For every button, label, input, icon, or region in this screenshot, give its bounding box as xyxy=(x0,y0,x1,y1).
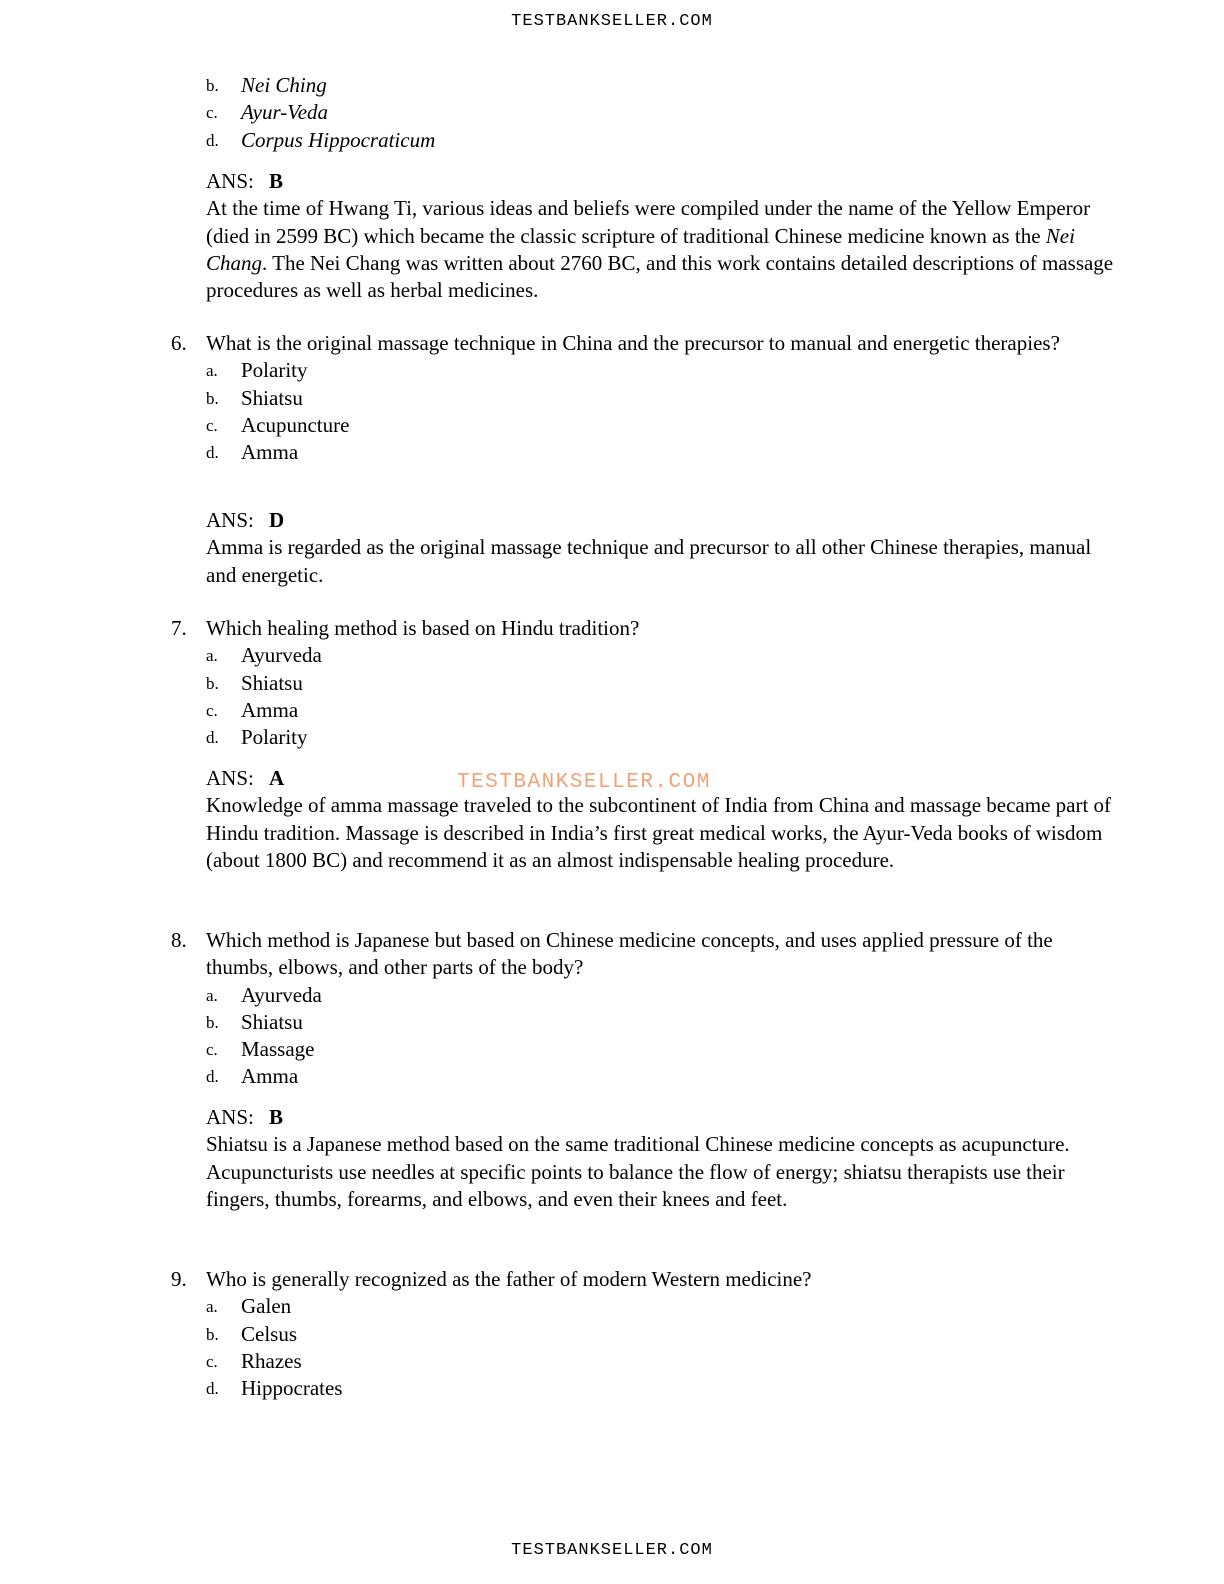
rationale-text: . The Nei Chang was written about 2760 BC, and this work contains detailed descriptions of massage procedures as well as herbal medicines. xyxy=(206,250,1114,303)
option-letter: b. xyxy=(206,673,219,693)
question-stem: Who is generally recognized as the father of modern Western medicine? xyxy=(206,1267,812,1291)
option-letter: c. xyxy=(206,415,218,435)
option-b xyxy=(0,670,1224,697)
option-text: Hippocrates xyxy=(241,1376,343,1401)
option-text: Galen xyxy=(241,1294,292,1319)
question-number: 9. xyxy=(171,1267,187,1291)
option-b xyxy=(0,72,1224,99)
question-stem: Which healing method is based on Hindu tradition? xyxy=(206,616,640,640)
question-stem: Which method is Japanese but based on Chinese medicine concepts, and uses applied pressure of the thumbs, elbows, and other parts of the body? xyxy=(206,928,1053,980)
option-b xyxy=(0,385,1224,412)
question-8 xyxy=(0,927,1224,1091)
answer-label: ANS: xyxy=(206,508,254,532)
option-c xyxy=(0,412,1224,439)
option-text: Ayurveda xyxy=(241,982,322,1007)
question-stem: What is the original massage technique in China and the precursor to manual and energetic therapies? xyxy=(206,331,1060,355)
option-a xyxy=(0,982,1224,1009)
answer-block-8 xyxy=(0,1104,1224,1213)
page-footer: TESTBANKSELLER.COM xyxy=(511,1541,713,1560)
option-a xyxy=(0,1293,1224,1320)
question-5-continuation xyxy=(0,72,1224,154)
answer-key: A xyxy=(269,766,285,790)
option-letter: d. xyxy=(206,1379,219,1399)
option-letter: b. xyxy=(206,76,219,95)
answer-block-6 xyxy=(0,507,1224,589)
option-text: Nei Ching xyxy=(241,73,327,97)
watermark: TESTBANKSELLER.COM xyxy=(457,771,711,794)
rationale-text: At the time of Hwang Ti, various ideas and beliefs were compiled under the name of the Yellow Emperor (died in 2599 BC) which became the classic scripture of traditional Chinese medicine known as the xyxy=(206,196,1091,248)
option-d xyxy=(0,127,1224,154)
option-text: Polarity xyxy=(241,725,308,750)
answer-rationale: Amma is regarded as the original massage technique and precursor to all other Chinese therapies, manual and energetic. xyxy=(206,535,1092,587)
answer-line xyxy=(0,1104,1224,1131)
answer-block-5 xyxy=(0,168,1224,304)
option-letter: c. xyxy=(206,1351,218,1371)
answer-label: ANS: xyxy=(206,169,254,193)
answer-key: D xyxy=(269,508,285,532)
option-text: Corpus Hippocraticum xyxy=(241,127,436,152)
answer-line xyxy=(0,507,1224,534)
option-letter: a. xyxy=(206,1297,218,1317)
answer-label: ANS: xyxy=(206,766,254,790)
option-letter: d. xyxy=(206,130,219,150)
option-d xyxy=(0,724,1224,751)
option-text: Massage xyxy=(241,1037,315,1062)
question-9 xyxy=(0,1266,1224,1402)
question-stem-row xyxy=(0,615,1224,642)
option-text: Shiatsu xyxy=(241,385,303,410)
option-text: Ayur-Veda xyxy=(241,100,329,125)
option-text: Polarity xyxy=(241,358,308,383)
option-text: Amma xyxy=(241,697,299,722)
page-header: TESTBANKSELLER.COM xyxy=(511,12,713,31)
answer-line xyxy=(0,168,1224,195)
option-text: Amma xyxy=(241,1064,299,1089)
answer-key: B xyxy=(269,1105,284,1129)
option-c xyxy=(0,1348,1224,1375)
question-number: 6. xyxy=(171,331,187,355)
question-number: 7. xyxy=(171,616,187,640)
option-d xyxy=(0,1063,1224,1090)
option-letter: d. xyxy=(206,1067,219,1087)
question-number: 8. xyxy=(171,928,187,952)
option-c xyxy=(0,697,1224,724)
option-a xyxy=(0,357,1224,384)
option-c xyxy=(0,1036,1224,1063)
answer-rationale: Shiatsu is a Japanese method based on the same traditional Chinese medicine concepts as acupuncture. Acupuncturists use needles at specific points to balance the flow of energy; shiatsu therapists use their fingers, thumbs, forearms, and elbows, and even their knees and feet. xyxy=(206,1132,1070,1211)
question-6 xyxy=(0,330,1224,466)
answer-rationale xyxy=(206,195,1116,304)
option-d xyxy=(0,439,1224,466)
option-letter: a. xyxy=(206,361,218,381)
question-stem-row xyxy=(0,330,1224,357)
answer-rationale: Knowledge of amma massage traveled to the subcontinent of India from China and massage became part of Hindu tradition. Massage is described in India’s first great medical works, the Ayur-Veda books of wisdom (about 1800 BC) and recommend it as an almost indispensable healing procedure. xyxy=(206,793,1112,872)
question-7 xyxy=(0,615,1224,751)
option-letter: d. xyxy=(206,728,219,748)
option-b xyxy=(0,1009,1224,1036)
option-text: Acupuncture xyxy=(241,412,350,437)
option-letter: b. xyxy=(206,388,219,408)
option-letter: d. xyxy=(206,443,219,463)
option-letter: b. xyxy=(206,1324,219,1344)
option-d xyxy=(0,1375,1224,1402)
option-c xyxy=(0,99,1224,126)
option-letter: c. xyxy=(206,103,218,123)
option-letter: a. xyxy=(206,985,218,1005)
option-text: Shiatsu xyxy=(241,1009,303,1034)
option-letter: b. xyxy=(206,1012,219,1032)
option-text: Celsus xyxy=(241,1321,298,1346)
option-text: Amma xyxy=(241,440,299,465)
option-letter: c. xyxy=(206,700,218,720)
question-stem-row xyxy=(0,1266,1224,1293)
option-text: Shiatsu xyxy=(241,670,303,695)
option-text: Ayurveda xyxy=(241,643,322,668)
option-letter: a. xyxy=(206,646,218,666)
option-letter: c. xyxy=(206,1040,218,1060)
question-stem-row xyxy=(0,927,1224,982)
answer-key: B xyxy=(269,169,284,193)
option-a xyxy=(0,642,1224,669)
rationale-italic-text: Nei Chang xyxy=(206,223,1075,275)
answer-label: ANS: xyxy=(206,1105,254,1129)
option-text: Rhazes xyxy=(241,1348,302,1373)
option-b xyxy=(0,1321,1224,1348)
